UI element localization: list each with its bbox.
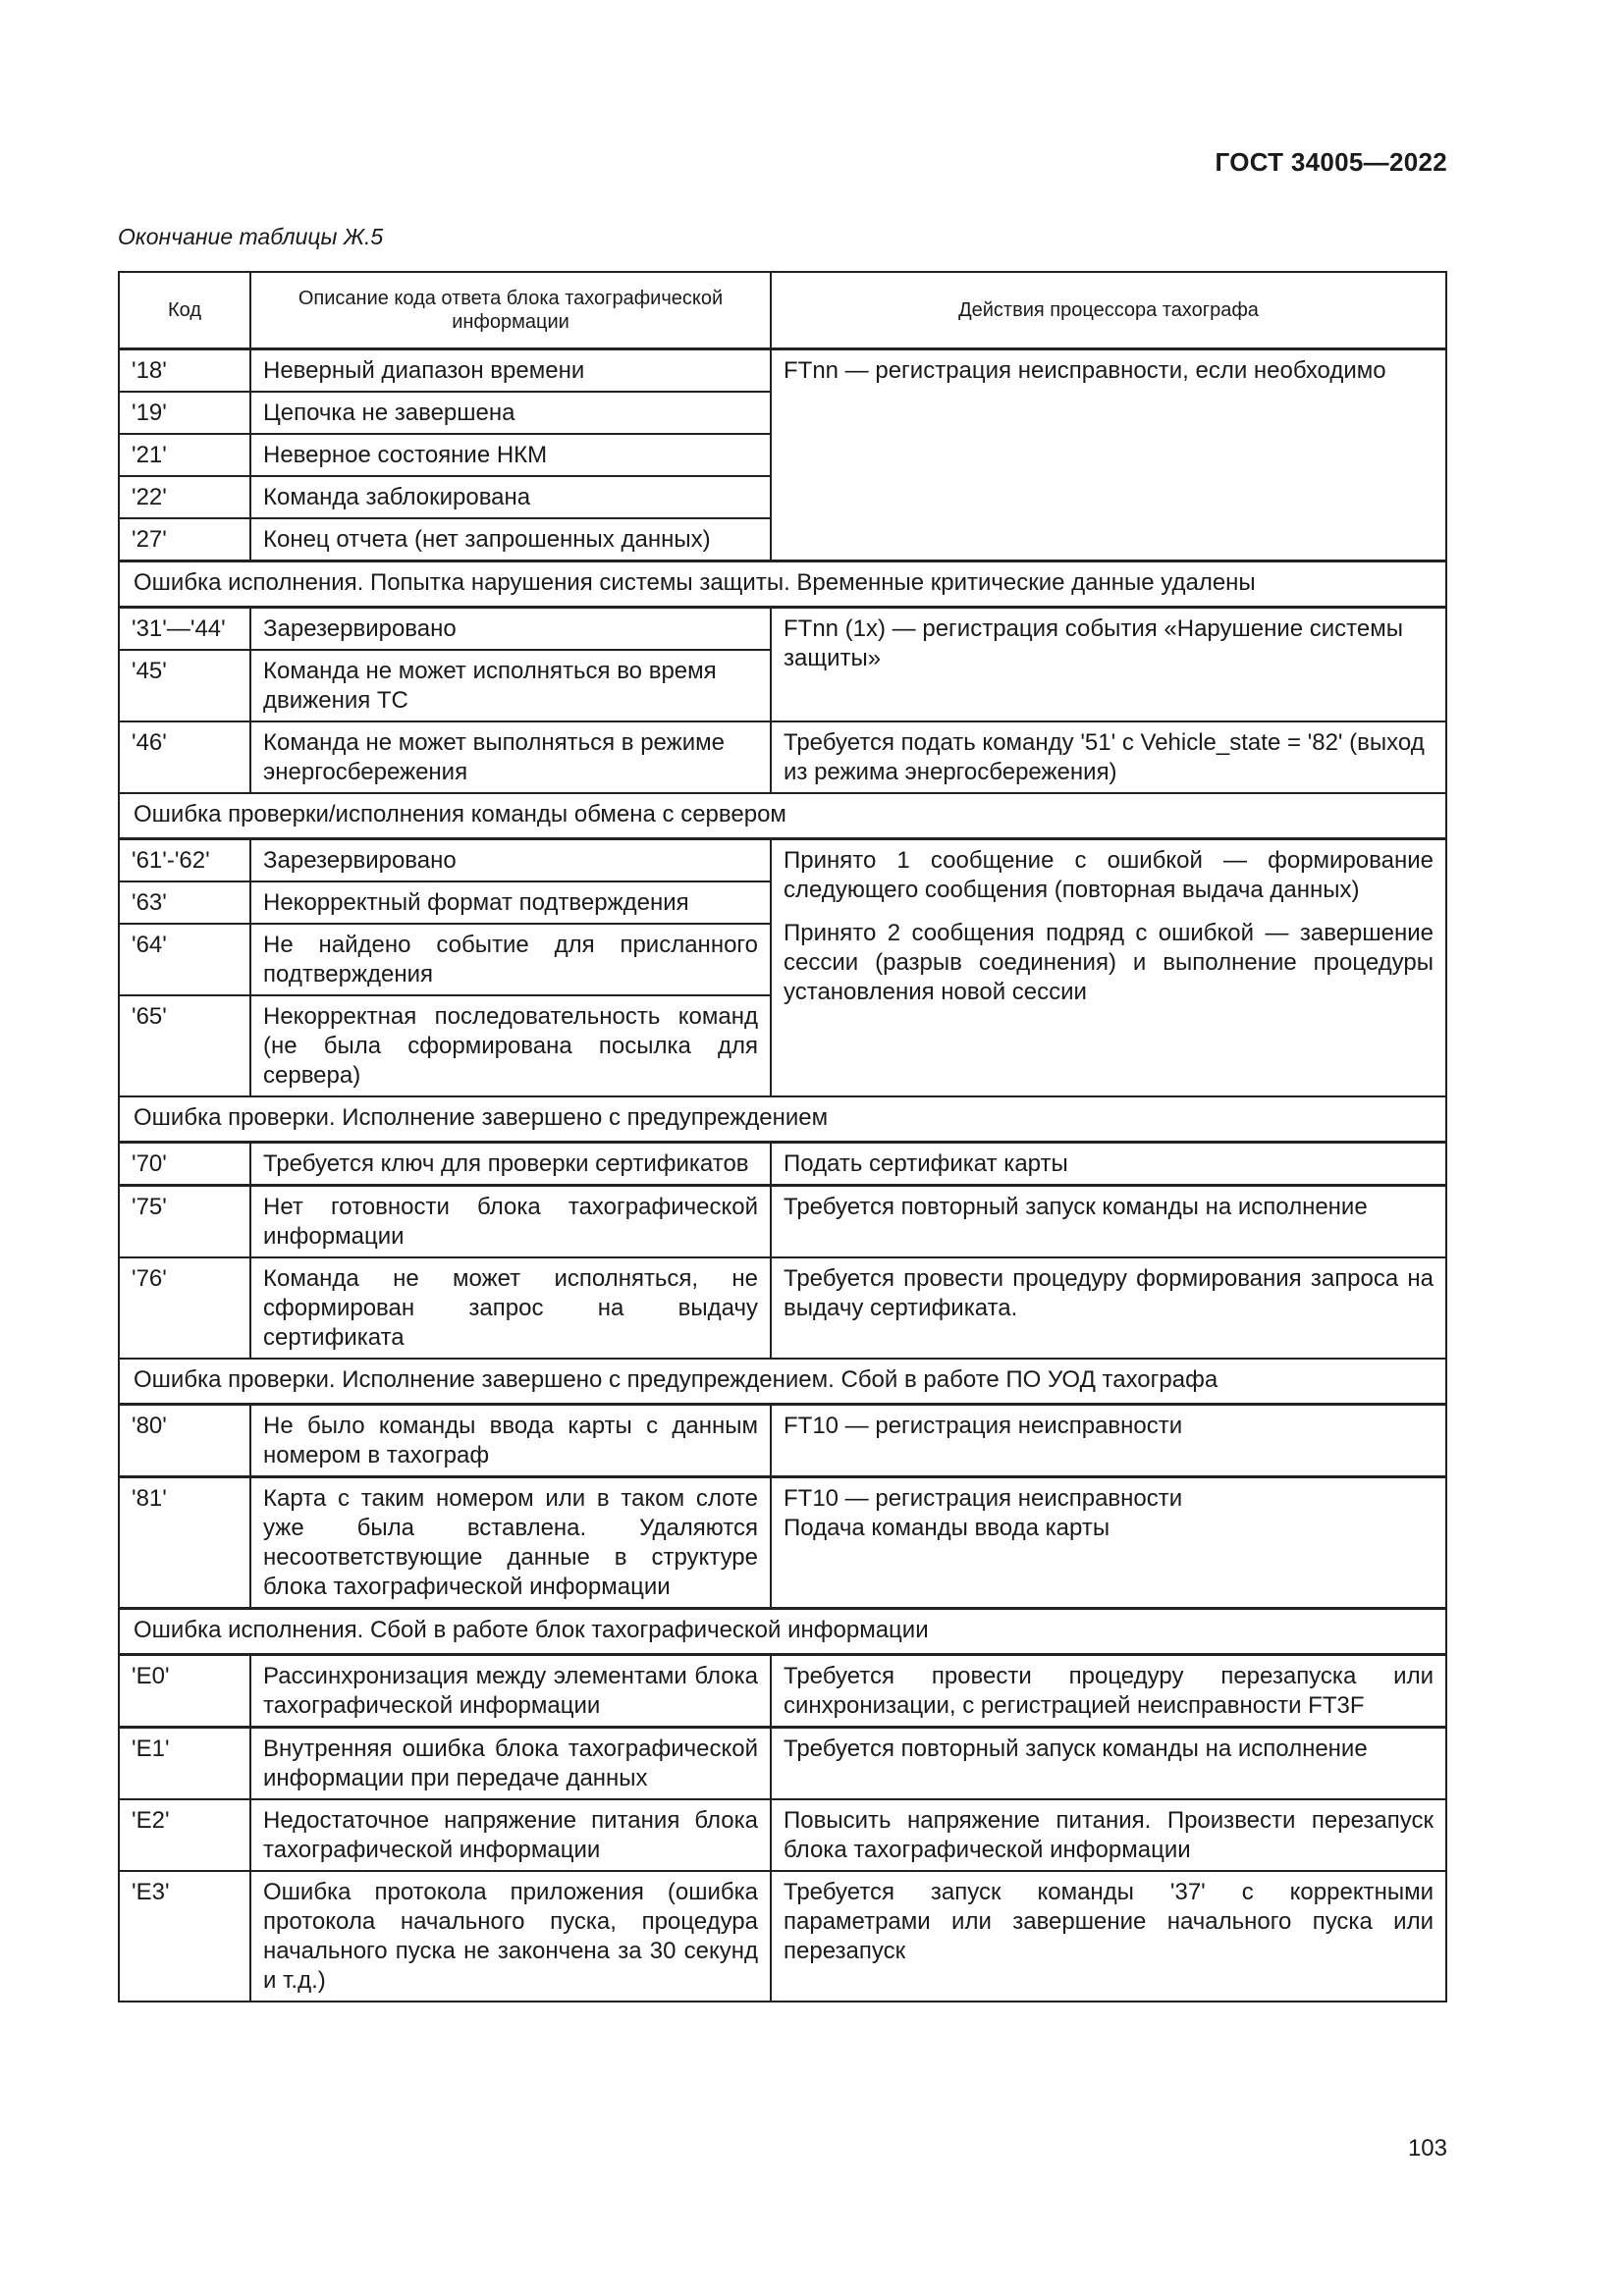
table-row — [119, 1477, 1446, 1609]
action-cell: Требуется запуск команды '37' с корректными параметрами или завершение начального пуска или перезапуск — [771, 1871, 1446, 2002]
description-cell: Команда заблокирована — [250, 476, 771, 518]
code-cell: '19' — [119, 392, 250, 434]
description-cell: Команда не может выполняться в режиме энергосбережения — [250, 721, 771, 793]
action-cell: Подать сертификат карты — [771, 1143, 1446, 1186]
section-heading: Ошибка проверки. Исполнение завершено с предупреждением. Сбой в работе ПО УОД тахографа — [119, 1359, 1446, 1405]
action-line: Подача команды ввода карты — [784, 1515, 1110, 1541]
table-row — [119, 839, 1446, 882]
column-header-actions: Действия процессора тахографа — [771, 272, 1446, 349]
code-cell: '81' — [119, 1477, 250, 1609]
description-cell: Не было команды ввода карты с данным номером в тахограф — [250, 1405, 771, 1477]
code-cell: '18' — [119, 349, 250, 393]
description-cell: Зарезервировано — [250, 839, 771, 882]
table-header-row — [119, 272, 1446, 349]
code-cell: '80' — [119, 1405, 250, 1477]
standard-number: ГОСТ 34005—2022 — [1215, 147, 1447, 177]
section-heading: Ошибка проверки/исполнения команды обмена с сервером — [119, 793, 1446, 839]
table-caption: Окончание таблицы Ж.5 — [118, 224, 384, 249]
code-cell: '75' — [119, 1186, 250, 1258]
code-cell: '46' — [119, 721, 250, 793]
code-cell: '22' — [119, 476, 250, 518]
code-cell: 'E0' — [119, 1655, 250, 1728]
description-cell: Рассинхронизация между элементами блока тахографической информации — [250, 1655, 771, 1728]
action-cell: Повысить напряжение питания. Произвести перезапуск блока тахографической информации — [771, 1799, 1446, 1871]
section-row — [119, 1609, 1446, 1655]
table-row — [119, 1799, 1446, 1871]
description-cell: Недостаточное напряжение питания блока тахографической информации — [250, 1799, 771, 1871]
column-header-description: Описание кода ответа блока тахографической информации — [250, 272, 771, 349]
description-cell: Некорректный формат подтверждения — [250, 881, 771, 924]
table-row — [119, 721, 1446, 793]
action-paragraph: Принято 1 сообщение с ошибкой — формирование следующего сообщения (повторная выдача данных) — [784, 847, 1434, 903]
code-cell: 'E2' — [119, 1799, 250, 1871]
section-heading: Ошибка исполнения. Попытка нарушения системы защиты. Временные критические данные удалены — [119, 561, 1446, 608]
description-cell: Конец отчета (нет запрошенных данных) — [250, 518, 771, 561]
page-number: 103 — [1407, 2135, 1447, 2162]
action-cell: Требуется подать команду '51' с Vehicle_state = '82' (выход из режима энергосбережения) — [771, 721, 1446, 793]
section-row — [119, 561, 1446, 608]
code-cell: '70' — [119, 1143, 250, 1186]
action-cell: Требуется провести процедуру формирования запроса на выдачу сертификата. — [771, 1257, 1446, 1359]
code-cell: '45' — [119, 650, 250, 721]
section-row — [119, 1359, 1446, 1405]
action-cell: FTnn (1x) — регистрация события «Нарушение системы защиты» — [771, 608, 1446, 722]
code-cell: 'E1' — [119, 1728, 250, 1800]
action-line: FT10 — регистрация неисправности — [784, 1485, 1183, 1512]
description-cell: Внутренняя ошибка блока тахографической информации при передаче данных — [250, 1728, 771, 1800]
description-cell: Неверное состояние НКМ — [250, 434, 771, 476]
table-row — [119, 1728, 1446, 1800]
description-cell: Команда не может исполняться, не сформирован запрос на выдачу сертификата — [250, 1257, 771, 1359]
code-cell: '21' — [119, 434, 250, 476]
description-cell: Цепочка не завершена — [250, 392, 771, 434]
table-row — [119, 1257, 1446, 1359]
action-cell — [771, 1477, 1446, 1609]
column-header-code: Код — [119, 272, 250, 349]
action-cell: Требуется повторный запуск команды на исполнение — [771, 1728, 1446, 1800]
action-cell: Требуется провести процедуру перезапуска или синхронизации, с регистрацией неисправности FT3F — [771, 1655, 1446, 1728]
action-paragraph: Принято 2 сообщения подряд с ошибкой — завершение сессии (разрыв соединения) и выполнение процедуры установления новой сессии — [784, 920, 1434, 1005]
code-cell: '61'-'62' — [119, 839, 250, 882]
code-cell: 'E3' — [119, 1871, 250, 2002]
section-row — [119, 1096, 1446, 1143]
code-cell: '63' — [119, 881, 250, 924]
action-cell: Требуется повторный запуск команды на исполнение — [771, 1186, 1446, 1258]
code-cell: '76' — [119, 1257, 250, 1359]
response-codes-table — [118, 271, 1447, 2002]
section-heading: Ошибка проверки. Исполнение завершено с предупреждением — [119, 1096, 1446, 1143]
code-cell: '31'—'44' — [119, 608, 250, 651]
table-row — [119, 349, 1446, 393]
description-cell: Нет готовности блока тахографической информации — [250, 1186, 771, 1258]
table-row — [119, 1871, 1446, 2002]
action-cell — [771, 839, 1446, 1097]
code-cell: '64' — [119, 924, 250, 995]
code-cell: '65' — [119, 995, 250, 1096]
section-heading: Ошибка исполнения. Сбой в работе блок тахографической информации — [119, 1609, 1446, 1655]
description-cell: Зарезервировано — [250, 608, 771, 651]
description-cell: Ошибка протокола приложения (ошибка протокола начального пуска, процедура начального пуска не закончена за 30 секунд и т.д.) — [250, 1871, 771, 2002]
action-cell: FT10 — регистрация неисправности — [771, 1405, 1446, 1477]
table-row — [119, 1143, 1446, 1186]
description-cell: Не найдено событие для присланного подтверждения — [250, 924, 771, 995]
description-cell: Требуется ключ для проверки сертификатов — [250, 1143, 771, 1186]
table-row — [119, 608, 1446, 651]
action-cell: FTnn — регистрация неисправности, если необходимо — [771, 349, 1446, 561]
section-row — [119, 793, 1446, 839]
description-cell: Команда не может исполняться во время движения ТС — [250, 650, 771, 721]
description-cell: Неверный диапазон времени — [250, 349, 771, 393]
description-cell: Карта с таким номером или в таком слоте уже была вставлена. Удаляются несоответствующие данные в структуре блока тахографической информации — [250, 1477, 771, 1609]
description-cell: Некорректная последовательность команд (не была сформирована посылка для сервера) — [250, 995, 771, 1096]
table-row — [119, 1405, 1446, 1477]
table-row — [119, 1655, 1446, 1728]
table-row — [119, 1186, 1446, 1258]
code-cell: '27' — [119, 518, 250, 561]
